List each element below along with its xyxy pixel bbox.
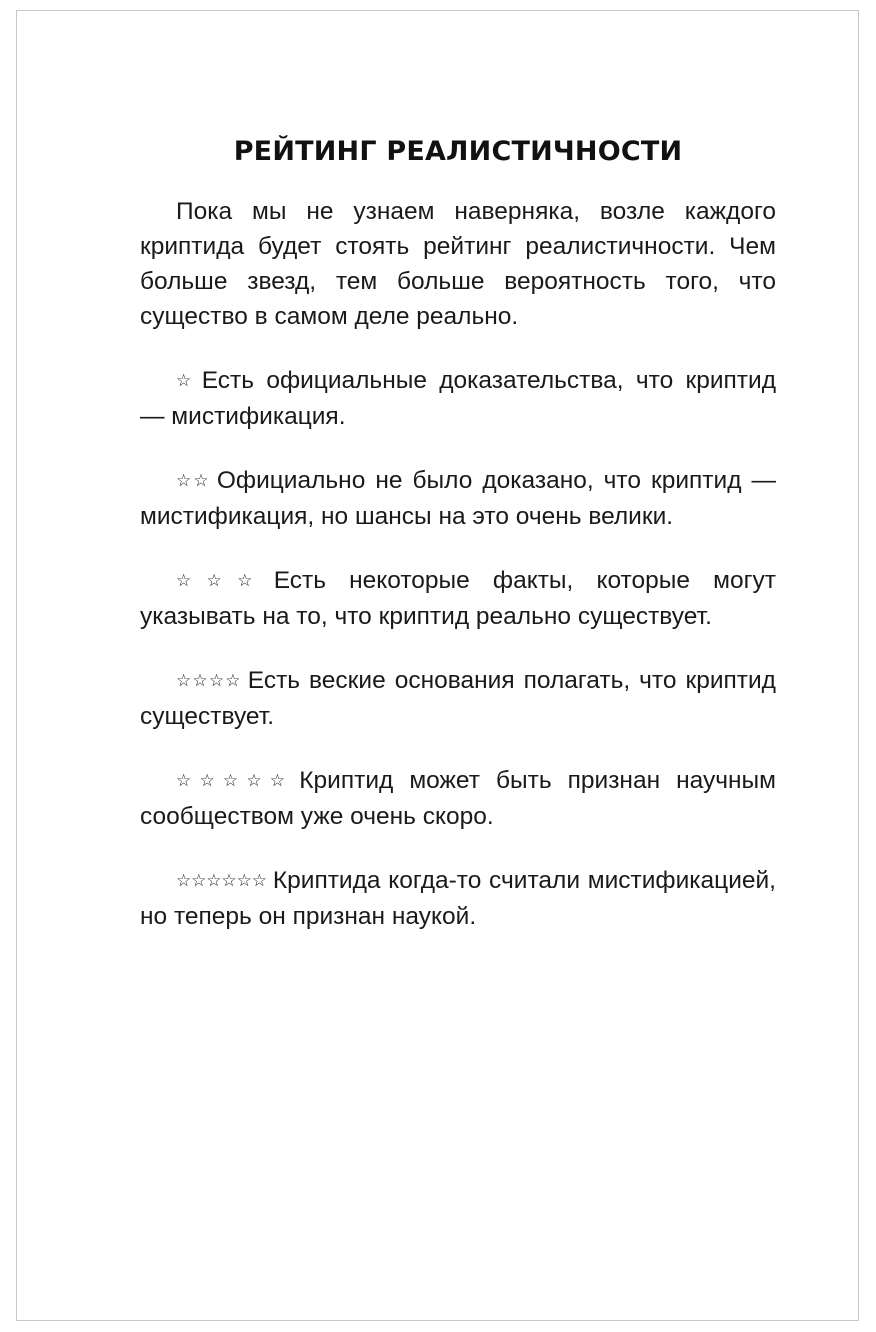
star-outline-icon: ☆ [176, 371, 196, 391]
star-outline-icon: ☆☆☆ [176, 571, 268, 591]
rating-item-3-stars [140, 563, 776, 634]
intro-paragraph: Пока мы не узнаем наверняка, возле каждого криптида будет стоять рейтинг реалистичности. Чем больше звезд, тем больше вероятность того, что существо в самом деле реально. [140, 198, 776, 330]
star-outline-icon: ☆☆ [176, 471, 211, 491]
star-outline-icon: ☆☆☆☆ [176, 671, 242, 691]
page-content [140, 132, 776, 963]
rating-item-5-stars [140, 763, 776, 834]
rating-description: Официально не было доказано, что криптид — мистификация, но шансы на это очень велики. [140, 467, 777, 530]
rating-description: Есть официальные доказательства, что криптид — мистификация. [140, 367, 776, 430]
page-title: РЕЙТИНГ РЕАЛИСТИЧНОСТИ [233, 136, 683, 167]
rating-item-6-stars [140, 863, 776, 934]
rating-description: Есть некоторые факты, которые могут указывать на то, что криптид реально существует. [140, 567, 776, 630]
rating-item-1-star [140, 363, 776, 434]
rating-description: Криптид может быть признан научным сообществом уже очень скоро. [140, 767, 777, 830]
star-outline-icon: ☆☆☆☆☆ [176, 771, 294, 791]
rating-item-4-stars [140, 663, 776, 734]
star-outline-icon: ☆☆☆☆☆☆ [176, 871, 267, 891]
rating-description: Криптида когда-то считали мистификацией, но теперь он признан наукой. [140, 867, 776, 930]
rating-description: Есть веские основания полагать, что криптид существует. [140, 667, 776, 730]
rating-item-2-stars [140, 463, 776, 534]
